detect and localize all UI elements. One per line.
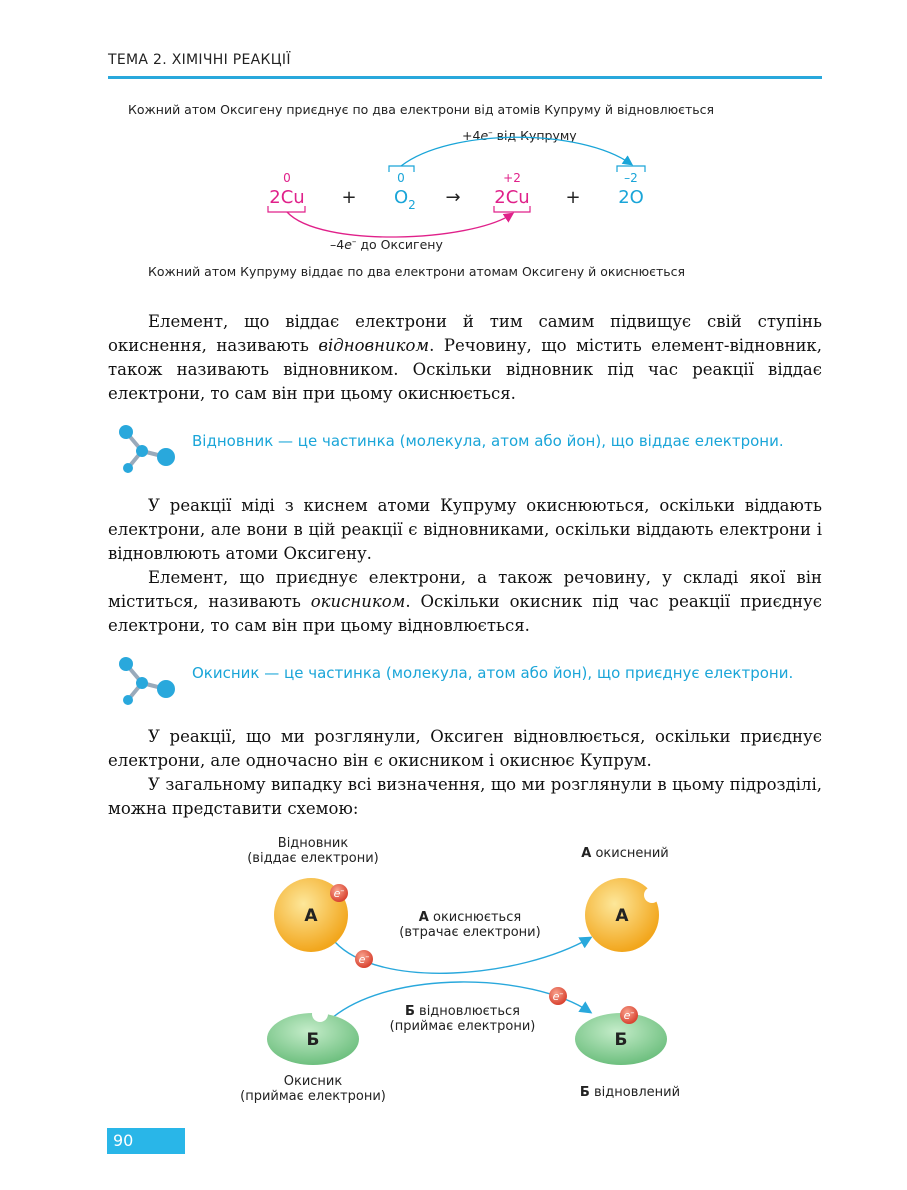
svg-text:e–: e– (623, 1008, 635, 1022)
paragraph-copper-example: У реакції міді з киснем атоми Купруму окиснюються, оскільки віддають електрони, але вони в цій реакції є відновниками, оскільки віддають електрони і відновлюють атоми Оксигену. Елемент, що приєднує електрони, а також речовину, у складі якої він міститься, називають окисником. Оскільки окисник під час реакції приєднує електрони, то сам він при цьому відновлюється. (108, 494, 822, 638)
electron-flow-arrow-1 (335, 938, 590, 973)
ox-state-cu: 0 (283, 171, 291, 185)
formula-cu: 2Cu (269, 187, 305, 208)
definition-oxidizer: Окисник — це частинка (молекула, атом або йон), що приєднує електрони. (192, 664, 794, 682)
formula-o2: $O_2$ (394, 187, 416, 212)
paragraph-scheme-intro: У загальному випадку всі визначення, що ми розглянули в цьому підрозділі, можна представити схемою: (108, 775, 822, 818)
oxidized-label: А окиснений (581, 846, 669, 861)
svg-text:e–: e– (358, 952, 370, 966)
svg-text:А: А (615, 906, 629, 926)
electron-transfer-arrow-bottom (287, 212, 512, 237)
reduced-label: Б відновлений (579, 1085, 681, 1100)
header-rule (108, 76, 822, 79)
reducer-label: Відновник (віддає електрони) (247, 836, 379, 866)
paragraph-reducer: Елемент, що віддає електрони й тим самим підвищує свій ступінь окиснення, називають відновником. Речовину, що містить елемент-відновник, також називають відновником. Оскільки відновник під час реакції віддає електрони, то сам він при цьому окиснюється. (108, 312, 822, 403)
page-number-box (107, 1128, 185, 1154)
svg-text:Б: Б (614, 1030, 628, 1050)
ox-state-o2: 0 (397, 171, 405, 185)
svg-text:e–: e– (552, 989, 564, 1003)
definition-reducer: Відновник — це частинка (молекула, атом або йон), що віддає електрони. (192, 432, 784, 450)
paragraph-oxidizer: Елемент, що приєднує електрони, а також речовину, у складі якої він міститься, називають окисником. Оскільки окисник під час реакції приєднує електрони, то сам він при цьому відновлюється. (108, 568, 822, 635)
running-header: ТЕМА 2. ХІМІЧНІ РЕАКЦІЇ (108, 52, 291, 68)
svg-text:e–: e– (333, 886, 345, 900)
reaction-caption-bottom: Кожний атом Купруму віддає по два електрони атомам Оксигену й окиснюється (148, 264, 686, 279)
paragraph-oxygen-example: У реакції, що ми розглянули, Оксиген відновлюється, оскільки приєднує електрони, але одночасно він є окисником і окиснює Купрум. У загальному випадку всі визначення, що ми розглянули в цьому підрозділі, можна представити схемою: (108, 725, 822, 821)
plus-1: + (341, 187, 357, 208)
reaction-caption-top: Кожний атом Оксигену приєднує по два електрони від атомів Купруму й відновлюється (128, 102, 715, 117)
arrow-bottom-label: –4e– до Оксигену (330, 237, 443, 253)
oxidizer-label: Окисник (приймає електрони) (240, 1074, 386, 1104)
arrow-top-label: +4e– від Купруму (462, 128, 577, 144)
electron-transfer-arrow-top (401, 137, 631, 166)
reaction-equation (0, 130, 907, 270)
reaction-arrow: → (445, 187, 461, 208)
redox-scheme (0, 860, 907, 1100)
svg-text:А: А (304, 906, 318, 926)
reduction-label: Б відновлюється (приймає електрони) (389, 1004, 536, 1034)
page-number: 90 (113, 1131, 134, 1150)
oxidation-label: А окиснюється (втрачає електрони) (399, 910, 541, 940)
molecule-icon (112, 656, 182, 712)
molecule-icon (112, 424, 182, 480)
formula-o: 2O (618, 187, 644, 208)
formula-cu2: 2Cu (494, 187, 530, 208)
ox-state-cu2: +2 (503, 171, 521, 185)
svg-text:Б: Б (306, 1030, 320, 1050)
ox-state-o: –2 (624, 171, 638, 185)
plus-2: + (565, 187, 581, 208)
